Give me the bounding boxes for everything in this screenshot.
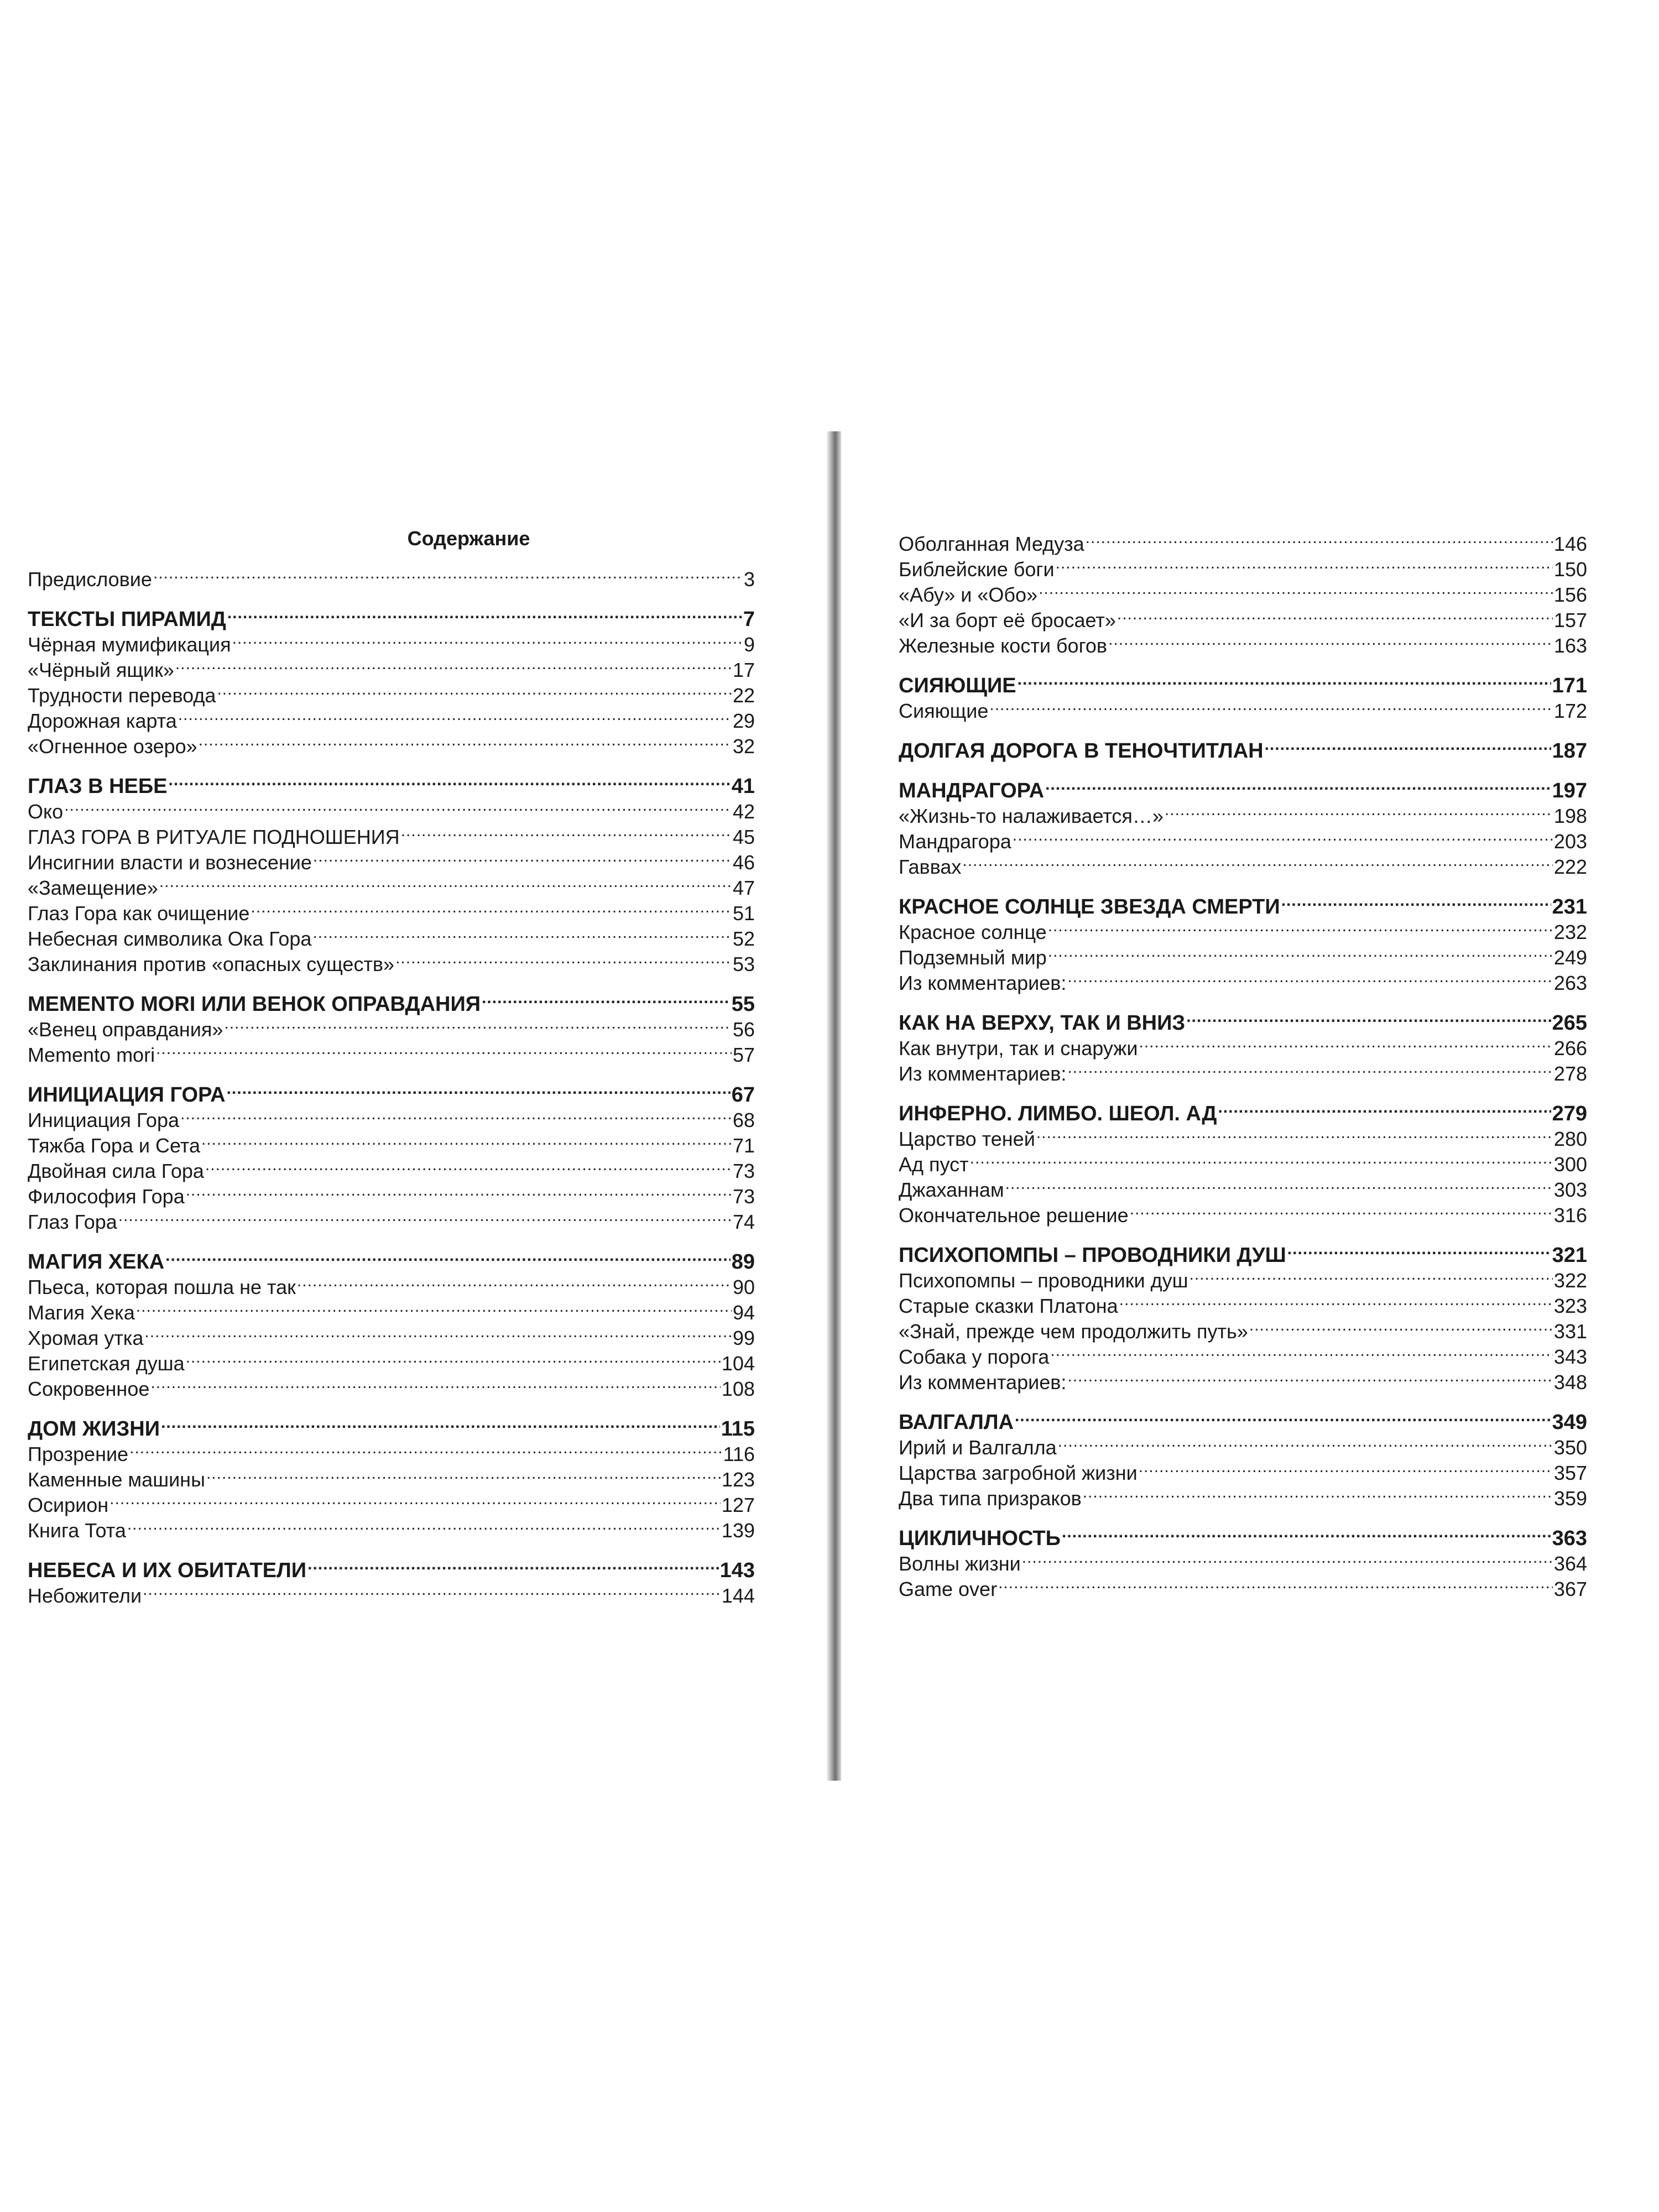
chapter-title: ГЛАЗ В НЕБЕ [28, 775, 168, 798]
dot-leader [156, 1036, 732, 1062]
entry-title: Каменные машины [28, 1468, 205, 1491]
page-number: 163 [1553, 634, 1587, 657]
dot-leader [989, 692, 1553, 718]
toc-entry [28, 1436, 755, 1465]
entry-title: Царство теней [899, 1128, 1035, 1150]
toc-chapter [899, 772, 1587, 802]
dot-leader [159, 869, 732, 895]
dot-leader [1045, 772, 1551, 797]
page-number: 22 [732, 684, 755, 707]
toc-chapter [899, 667, 1587, 697]
page-number: 357 [1553, 1462, 1587, 1484]
entry-title: Глаз Гора [28, 1211, 117, 1233]
page-number: 7 [743, 608, 755, 631]
entry-title: Египетская душа [28, 1352, 185, 1375]
dot-leader [401, 818, 732, 844]
page-number: 364 [1553, 1552, 1587, 1575]
toc-entry [28, 561, 755, 591]
left-page [28, 525, 755, 1607]
toc-entry [28, 793, 755, 823]
page-number: 143 [719, 1559, 755, 1582]
toc-group [899, 1222, 1587, 1394]
page-number: 45 [732, 826, 755, 848]
entry-title: Ирий и Валгалла [899, 1436, 1057, 1459]
page-number: 46 [732, 851, 755, 874]
entry-title: «Чёрный ящик» [28, 659, 174, 681]
page-number: 51 [732, 902, 755, 925]
toc-group [899, 1505, 1587, 1600]
chapter-title: ИНИЦИАЦИЯ ГОРА [28, 1083, 226, 1107]
toc-chapter [28, 1076, 755, 1107]
entry-title: Небесная символика Ока Гора [28, 927, 312, 950]
chapter-title: КАК НА ВЕРХУ, ТАК И ВНИЗ [899, 1011, 1186, 1035]
page-number: 116 [723, 1443, 755, 1465]
toc-group [899, 718, 1587, 763]
dot-leader [1117, 602, 1553, 627]
page-number: 57 [732, 1044, 755, 1066]
page-number: 198 [1553, 805, 1587, 827]
dot-leader [998, 1571, 1553, 1596]
entry-title: «Замещение» [28, 877, 158, 899]
dot-leader [127, 1512, 721, 1537]
toc-chapter [899, 732, 1587, 763]
entry-title: Око [28, 800, 64, 823]
toc-group [899, 653, 1587, 722]
entry-title: Чёрная мумификация [28, 633, 231, 656]
page-number: 231 [1552, 895, 1587, 919]
page-number: 279 [1552, 1102, 1587, 1125]
dot-leader [312, 920, 731, 946]
dot-leader [144, 1319, 732, 1345]
page-number: 331 [1553, 1320, 1587, 1343]
dot-leader [1015, 1404, 1551, 1429]
page-number: 74 [732, 1211, 755, 1233]
page-number: 323 [1553, 1295, 1587, 1317]
page-number: 115 [721, 1417, 755, 1441]
entry-title: Заклинания против «опасных существ» [28, 953, 395, 975]
toc-title [28, 525, 755, 552]
page-number: 55 [731, 993, 755, 1016]
entry-title: Мандрагора [899, 830, 1011, 853]
page-number: 53 [732, 953, 755, 975]
page-number: 349 [1552, 1411, 1587, 1434]
entry-title: Пьеса, которая пошла не так [28, 1276, 296, 1298]
dot-leader [136, 1294, 732, 1319]
entry-title: Из комментариев: [899, 1062, 1067, 1085]
page-number: 280 [1553, 1128, 1587, 1150]
entry-title: Инициация Гора [28, 1109, 179, 1131]
page-number: 363 [1552, 1527, 1587, 1550]
page-number: 67 [731, 1083, 755, 1107]
dot-leader [186, 1345, 721, 1370]
dot-leader [1249, 1313, 1553, 1338]
toc-group [28, 561, 755, 591]
entry-title: Сияющие [899, 700, 989, 722]
dot-leader [482, 985, 731, 1011]
entry-title: Подземный мир [899, 946, 1047, 969]
page-number: 348 [1553, 1371, 1587, 1394]
dot-leader [307, 1552, 718, 1577]
toc-entry [899, 848, 1587, 878]
right-page [899, 525, 1587, 1600]
entry-title: Железные кости богов [899, 634, 1108, 657]
dot-leader [205, 1152, 732, 1178]
dot-leader [251, 895, 732, 920]
entry-title: Осирион [28, 1494, 109, 1516]
dot-leader [1067, 1055, 1553, 1081]
group-spacer [28, 1537, 755, 1552]
dot-leader [1022, 1545, 1553, 1571]
page-number: 300 [1553, 1153, 1587, 1176]
entry-title: Из комментариев: [899, 1371, 1067, 1394]
dot-leader [217, 677, 732, 702]
chapter-title: СИЯЮЩИЕ [899, 674, 1016, 697]
dot-leader [1265, 732, 1551, 758]
dot-leader [1048, 914, 1553, 939]
chapter-title: ЦИКЛИЧНОСТЬ [899, 1527, 1061, 1550]
dot-leader [1036, 1120, 1553, 1146]
dot-leader [1130, 1197, 1553, 1222]
page-number: 156 [1553, 583, 1587, 606]
entry-title: Ад пуст [899, 1153, 969, 1176]
toc-entry [899, 1146, 1587, 1176]
dot-leader [180, 1102, 732, 1127]
page-number: 32 [732, 735, 755, 758]
page-number: 144 [721, 1584, 755, 1607]
chapter-title: МАНДРАГОРА [899, 779, 1045, 802]
toc-group [28, 1229, 755, 1400]
dot-leader [178, 702, 732, 728]
dot-leader [206, 1461, 721, 1486]
dot-leader [1050, 1338, 1553, 1364]
entry-title: Глаз Гора как очищение [28, 902, 250, 925]
dot-leader [199, 728, 732, 753]
group-spacer [899, 874, 1587, 888]
toc-chapter [899, 1004, 1587, 1035]
dot-leader [1083, 1480, 1553, 1505]
toc-title-text: Содержание [407, 527, 530, 550]
entry-title: Философия Гора [28, 1185, 185, 1208]
entry-title: Game over [899, 1578, 998, 1600]
chapter-title: MEMENTO MORI ИЛИ ВЕНОК ОПРАВДАНИЯ [28, 993, 481, 1016]
entry-title: «Жизнь-то налаживается…» [899, 805, 1164, 827]
toc-group [899, 990, 1587, 1085]
page-number: 187 [1552, 739, 1587, 763]
page-number: 278 [1553, 1062, 1587, 1085]
page-number: 3 [743, 568, 755, 591]
chapter-title: ТЕКСТЫ ПИРАМИД [28, 608, 226, 631]
page-number: 56 [732, 1018, 755, 1041]
page-number: 42 [732, 800, 755, 823]
dot-leader [1218, 1095, 1551, 1120]
toc-group [28, 753, 755, 975]
dot-leader [109, 1486, 721, 1512]
dot-leader [118, 1203, 732, 1229]
page-number: 171 [1552, 674, 1587, 697]
toc-entry [899, 1571, 1587, 1600]
dot-leader [165, 1243, 731, 1269]
chapter-title: ПСИХОПОМПЫ – ПРОВОДНИКИ ДУШ [899, 1244, 1286, 1267]
dot-leader [1058, 1429, 1553, 1454]
toc-entry [899, 692, 1587, 722]
page-number: 68 [732, 1109, 755, 1131]
dot-leader [143, 1577, 721, 1603]
page-number: 343 [1553, 1345, 1587, 1368]
toc-group [899, 874, 1587, 994]
dot-leader [201, 1127, 732, 1152]
dot-leader [161, 1410, 720, 1436]
dot-leader [313, 844, 732, 869]
page-number: 321 [1552, 1244, 1587, 1267]
chapter-title: ВАЛГАЛЛА [899, 1411, 1014, 1434]
entry-title: Трудности перевода [28, 684, 216, 707]
entry-title: ГЛАЗ ГОРА В РИТУАЛЕ ПОДНОШЕНИЯ [28, 826, 400, 848]
page-number: 263 [1553, 972, 1587, 994]
dot-leader [64, 793, 732, 818]
page-number: 52 [732, 927, 755, 950]
page-number: 9 [743, 633, 755, 656]
dot-leader [224, 1011, 732, 1036]
toc-group [899, 525, 1587, 657]
page-number: 99 [732, 1327, 755, 1349]
entry-title: Гаввах [899, 855, 962, 878]
chapter-title: НЕБЕСА И ИХ ОБИТАТЕЛИ [28, 1559, 307, 1582]
chapter-title: ДОМ ЖИЗНИ [28, 1417, 160, 1441]
chapter-title: КРАСНОЕ СОЛНЦЕ ЗВЕЗДА СМЕРТИ [899, 895, 1280, 919]
left-toc-list [28, 561, 755, 1607]
dot-leader [1165, 797, 1553, 823]
entry-title: Два типа призраков [899, 1487, 1082, 1510]
dot-leader [1281, 888, 1551, 914]
entry-title: Волны жизни [899, 1552, 1021, 1575]
toc-chapter [28, 768, 755, 798]
toc-group [899, 758, 1587, 878]
page-number: 150 [1553, 558, 1587, 581]
dot-leader [1062, 1520, 1551, 1545]
dot-leader [1067, 1364, 1553, 1389]
page-number: 266 [1553, 1037, 1587, 1060]
page-number: 350 [1553, 1436, 1587, 1459]
entry-title: Двойная сила Гора [28, 1160, 204, 1182]
dot-leader [1186, 1004, 1551, 1030]
dot-leader [1119, 1287, 1553, 1313]
entry-title: Предисловие [28, 568, 152, 591]
dot-leader [1018, 667, 1551, 692]
book-spine [827, 431, 841, 1781]
toc-entry [899, 525, 1587, 555]
page-number: 157 [1553, 609, 1587, 632]
entry-title: Красное солнце [899, 921, 1047, 943]
entry-title: Оболганная Медуза [899, 533, 1084, 555]
dot-leader [1108, 627, 1553, 653]
dot-leader [1005, 1171, 1553, 1197]
entry-title: Джаханнам [899, 1178, 1004, 1201]
dot-leader [232, 626, 743, 651]
entry-title: «Венец оправдания» [28, 1018, 223, 1041]
dot-leader [150, 1370, 721, 1396]
toc-group [28, 1396, 755, 1542]
page-number: 203 [1553, 830, 1587, 853]
page-number: 322 [1553, 1269, 1587, 1292]
toc-group [28, 586, 755, 758]
page-number: 47 [732, 877, 755, 899]
toc-entry [28, 1461, 755, 1491]
toc-group [899, 1389, 1587, 1510]
page-number: 94 [732, 1301, 755, 1324]
page-number: 29 [732, 709, 755, 732]
page-number: 316 [1553, 1204, 1587, 1227]
toc-chapter [28, 985, 755, 1016]
dot-leader [1056, 551, 1553, 576]
entry-title: Тяжба Гора и Сета [28, 1134, 200, 1157]
page-number: 249 [1553, 946, 1587, 969]
dot-leader [1139, 1454, 1553, 1480]
entry-title: Из комментариев: [899, 972, 1067, 994]
entry-title: Хромая утка [28, 1327, 144, 1349]
page-number: 108 [721, 1378, 755, 1400]
chapter-title: ИНФЕРНО. ЛИМБО. ШЕОЛ. АД [899, 1102, 1217, 1125]
entry-title: Собака у порога [899, 1345, 1050, 1368]
dot-leader [175, 651, 732, 677]
entry-title: Как внутри, так и снаружи [899, 1037, 1138, 1060]
entry-title: «И за борт её бросает» [899, 609, 1116, 632]
entry-title: Инсигнии власти и вознесение [28, 851, 312, 874]
entry-title: Книга Тота [28, 1519, 126, 1542]
dot-leader [1048, 939, 1553, 964]
entry-title: Царства загробной жизни [899, 1462, 1138, 1484]
right-toc-list [899, 525, 1587, 1600]
toc-group [28, 971, 755, 1066]
dot-leader [1039, 576, 1553, 602]
toc-entry [28, 1203, 755, 1233]
page-number: 197 [1552, 779, 1587, 802]
entry-title: Магия Хека [28, 1301, 135, 1324]
toc-chapter [28, 1552, 755, 1582]
chapter-title: ДОЛГАЯ ДОРОГА В ТЕНОЧТИТЛАН [899, 739, 1264, 763]
toc-entry [28, 1486, 755, 1516]
dot-leader [1287, 1237, 1551, 1262]
page-number: 265 [1552, 1011, 1587, 1035]
entry-title: Сокровенное [28, 1378, 150, 1400]
page-number: 17 [732, 659, 755, 681]
page-number: 73 [732, 1185, 755, 1208]
page-number: 232 [1553, 921, 1587, 943]
page-number: 367 [1553, 1578, 1587, 1600]
chapter-title: МАГИЯ ХЕКА [28, 1250, 165, 1274]
dot-leader [1086, 525, 1553, 551]
toc-chapter [899, 1095, 1587, 1125]
page-number: 41 [731, 775, 755, 798]
toc-entry [899, 1171, 1587, 1201]
dot-leader [1190, 1262, 1553, 1287]
toc-chapter [28, 1243, 755, 1274]
toc-chapter [28, 601, 755, 631]
toc-group [899, 1081, 1587, 1227]
page-number: 90 [732, 1276, 755, 1298]
toc-group [28, 1537, 755, 1607]
entry-title: Библейские боги [899, 558, 1055, 581]
dot-leader [962, 848, 1553, 874]
dot-leader [227, 601, 742, 626]
toc-chapter [899, 888, 1587, 919]
dot-leader [1139, 1030, 1552, 1055]
entry-title: Небожители [28, 1584, 142, 1607]
entry-title: Дорожная карта [28, 709, 177, 732]
entry-title: «Огненное озеро» [28, 735, 197, 758]
page-number: 222 [1553, 855, 1587, 878]
entry-title: Старые сказки Платона [899, 1295, 1118, 1317]
entry-title: Психопомпы – проводники душ [899, 1269, 1188, 1292]
dot-leader [297, 1269, 732, 1294]
group-spacer [28, 1229, 755, 1243]
page-number: 123 [721, 1468, 755, 1491]
toc-chapter [899, 1237, 1587, 1267]
dot-leader [395, 946, 732, 971]
dot-leader [970, 1146, 1553, 1171]
page-number: 172 [1553, 700, 1587, 722]
page-number: 71 [732, 1134, 755, 1157]
toc-chapter [899, 1404, 1587, 1434]
page-number: 104 [721, 1352, 755, 1375]
page-number: 359 [1553, 1487, 1587, 1510]
dot-leader [129, 1436, 722, 1461]
page-number: 139 [721, 1519, 755, 1542]
dot-leader [169, 768, 731, 793]
toc-group [28, 1062, 755, 1233]
page-number: 146 [1553, 533, 1587, 555]
dot-leader [1067, 964, 1553, 990]
entry-title: Окончательное решение [899, 1204, 1129, 1227]
toc-entry [28, 818, 755, 848]
toc-entry [28, 1294, 755, 1324]
dot-leader [153, 561, 743, 586]
page-number: 89 [731, 1250, 755, 1274]
group-spacer [899, 718, 1587, 732]
dot-leader [186, 1178, 732, 1203]
entry-title: Memento mori [28, 1044, 155, 1066]
dot-leader [227, 1076, 731, 1102]
entry-title: «Абу» и «Обо» [899, 583, 1038, 606]
page-number: 303 [1553, 1178, 1587, 1201]
toc-chapter [899, 1520, 1587, 1550]
toc-entry [28, 1512, 755, 1542]
entry-title: Прозрение [28, 1443, 129, 1465]
toc-entry [28, 1319, 755, 1349]
toc-chapter [28, 1410, 755, 1441]
page-number: 73 [732, 1160, 755, 1182]
page-number: 127 [721, 1494, 755, 1516]
dot-leader [1013, 823, 1553, 848]
entry-title: «Знай, прежде чем продолжить путь» [899, 1320, 1248, 1343]
